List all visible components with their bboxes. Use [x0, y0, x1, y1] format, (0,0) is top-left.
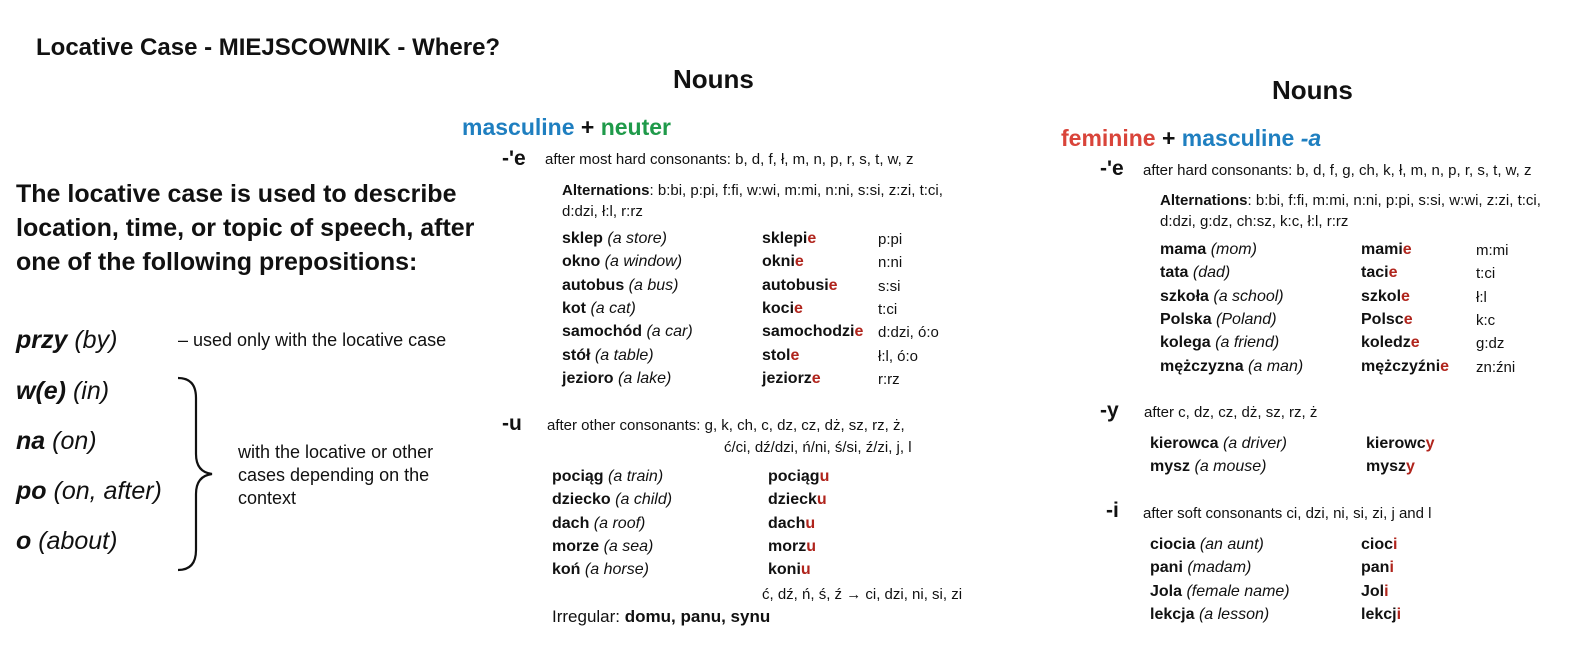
- irregular-line: [552, 607, 770, 627]
- alternation-pair: g:dz: [1476, 335, 1505, 353]
- preposition-przy: [16, 326, 117, 355]
- word-locative-ending: e: [794, 253, 804, 271]
- rule-i-right: after soft consonants ci, dzi, ni, si, zi, j and l: [1143, 505, 1432, 522]
- word-base: [562, 347, 654, 365]
- alternation-pair: p:pi: [878, 231, 903, 248]
- word-gloss: (madam): [1187, 559, 1252, 577]
- word-nominative: lekcja: [1150, 605, 1195, 623]
- word-base: [552, 538, 653, 556]
- word-locative: [1361, 334, 1420, 352]
- word-base: [1160, 311, 1277, 329]
- soft-consonant-note: ć, dź, ń, ś, ź → ci, dzi, ni, si, zi: [762, 586, 963, 603]
- gender-heading-left: [462, 114, 671, 141]
- word-base: [1160, 334, 1279, 352]
- preposition-na: [16, 427, 97, 456]
- word-locative-stem: lekcj: [1361, 605, 1397, 623]
- word-base: [562, 300, 636, 318]
- word-base: [562, 253, 682, 271]
- ending-e-right: -'e: [1100, 157, 1124, 180]
- word-locative-stem: Jol: [1361, 582, 1385, 600]
- word-base: [1160, 288, 1284, 306]
- word-locative-ending: e: [811, 369, 821, 387]
- alternations-text: : b:bi, f:fi, m:mi, n:ni, p:pi, s:si, w:wi, z:zi, t:ci, d:dzi, g:dz, ch:sz, k:c, ł:l, r:rz: [1160, 192, 1541, 230]
- word-locative: [768, 538, 816, 556]
- word-locative: [762, 347, 799, 365]
- word-nominative: tata: [1160, 264, 1189, 282]
- rule-u-left-1: after other consonants: g, k, ch, c, dz, cz, dż, sz, rz, ż,: [547, 417, 905, 434]
- word-gloss: (mom): [1210, 241, 1257, 258]
- alternations-label: Alternations: [562, 182, 650, 199]
- word-gloss: (a car): [646, 323, 693, 341]
- word-locative: [1361, 559, 1394, 577]
- word-base: [562, 277, 678, 295]
- preposition-word: po: [16, 477, 47, 505]
- word-base: [1150, 559, 1251, 577]
- word-gloss: (female name): [1186, 582, 1290, 600]
- word-gloss: (an aunt): [1199, 536, 1264, 553]
- word-locative-stem: taci: [1361, 264, 1389, 282]
- ending-y-right: -y: [1100, 399, 1119, 422]
- word-locative-stem: kierowc: [1366, 435, 1426, 452]
- word-locative-ending: y: [1406, 458, 1415, 476]
- alternation-pair: t:ci: [878, 300, 898, 318]
- word-gloss: (a table): [594, 346, 654, 364]
- word-base: [552, 468, 663, 486]
- word-nominative: autobus: [562, 276, 625, 294]
- word-base: [1160, 264, 1230, 282]
- word-base: [1150, 435, 1287, 453]
- word-locative: [1361, 536, 1397, 554]
- word-locative-ending: e: [1410, 334, 1420, 352]
- word-locative-stem: cioc: [1361, 536, 1394, 553]
- rule-e-left: after most hard consonants: b, d, f, ł, m, n, p, r, s, t, w, z: [545, 151, 914, 168]
- preposition-word: przy: [16, 326, 68, 354]
- word-locative-ending: e: [794, 299, 803, 317]
- word-locative: [762, 300, 803, 318]
- preposition-gloss: (about): [38, 527, 118, 555]
- word-locative-stem: mysz: [1366, 458, 1407, 476]
- word-gloss: (a lake): [618, 369, 672, 387]
- preposition-word: w(e): [16, 377, 66, 405]
- ending-i-right: -i: [1106, 499, 1119, 522]
- rule-u-left-2: ć/ci, dź/dzi, ń/ni, ś/si, ź/zi, j, l: [724, 439, 912, 456]
- preposition-word: o: [16, 527, 32, 555]
- word-gloss: (a sea): [603, 537, 654, 555]
- alternations-right: [1160, 190, 1560, 232]
- alternation-pair: k:c: [1476, 311, 1496, 329]
- word-gloss: (a lesson): [1198, 605, 1270, 623]
- alternation-pair: d:dzi, ó:o: [878, 324, 939, 342]
- word-locative-ending: u: [800, 561, 811, 579]
- word-locative: [762, 230, 816, 248]
- word-locative-ending: e: [1440, 357, 1450, 375]
- word-locative-ending: u: [816, 491, 827, 509]
- word-locative: [762, 370, 821, 388]
- word-locative-stem: szkol: [1361, 287, 1402, 305]
- word-base: [1150, 606, 1269, 624]
- word-locative-stem: mami: [1361, 241, 1403, 258]
- preposition-gloss: (on): [52, 427, 97, 455]
- word-locative-stem: stol: [762, 346, 791, 364]
- alternations-text: : b:bi, p:pi, f:fi, w:wi, m:mi, n:ni, s:si, z:zi, t:ci, d:dzi, ł:l, r:rz: [562, 182, 943, 220]
- word-gloss: (a cat): [590, 299, 636, 317]
- word-locative-stem: dach: [768, 514, 806, 532]
- word-base: [562, 230, 667, 248]
- word-nominative: kolega: [1160, 334, 1211, 352]
- word-locative: [1366, 435, 1435, 453]
- word-gloss: (a store): [607, 230, 667, 247]
- word-locative-ending: e: [790, 346, 800, 364]
- word-locative-ending: e: [854, 323, 864, 341]
- word-locative: [1361, 241, 1412, 259]
- word-locative: [1361, 358, 1449, 376]
- word-locative: [1366, 458, 1415, 476]
- word-locative-stem: mężczyźni: [1361, 357, 1441, 375]
- word-locative-ending: u: [805, 514, 816, 532]
- word-nominative: pociąg: [552, 468, 604, 485]
- word-locative-ending: e: [1388, 264, 1398, 282]
- alternation-pair: r:rz: [878, 370, 900, 388]
- word-base: [562, 323, 693, 341]
- gender-suffix-a: -a: [1300, 125, 1322, 151]
- word-nominative: Polska: [1160, 310, 1212, 328]
- rule-e-right: after hard consonants: b, d, f, g, ch, k, ł, m, n, p, r, s, t, w, z: [1143, 162, 1532, 179]
- word-base: [1150, 458, 1267, 476]
- word-gloss: (a mouse): [1194, 458, 1267, 476]
- alternation-pair: n:ni: [878, 254, 903, 272]
- word-locative: [768, 468, 829, 486]
- word-locative: [768, 515, 815, 533]
- word-gloss: (a train): [608, 468, 664, 485]
- word-base: [1150, 536, 1264, 554]
- word-gloss: (a school): [1213, 287, 1284, 305]
- gender-feminine: feminine: [1061, 125, 1156, 151]
- word-gloss: (a child): [615, 491, 673, 509]
- word-nominative: kot: [562, 299, 586, 317]
- word-locative-stem: koledz: [1361, 334, 1411, 352]
- word-nominative: dach: [552, 514, 590, 532]
- word-gloss: (dad): [1192, 264, 1231, 282]
- word-locative-stem: okni: [762, 253, 795, 271]
- alternation-pair: t:ci: [1476, 265, 1496, 283]
- word-nominative: sklep: [562, 230, 603, 247]
- word-nominative: stół: [562, 346, 591, 364]
- brace-icon: [172, 376, 218, 572]
- word-nominative: okno: [562, 253, 601, 271]
- word-gloss: (a friend): [1215, 334, 1280, 352]
- word-base: [562, 370, 671, 388]
- nouns-heading-left: Nouns: [673, 64, 754, 94]
- gender-masculine-a: masculine: [1181, 125, 1295, 151]
- word-nominative: pani: [1150, 559, 1183, 577]
- word-locative-stem: sklepi: [762, 230, 808, 247]
- word-nominative: mysz: [1150, 458, 1191, 476]
- word-nominative: kierowca: [1150, 435, 1219, 452]
- preposition-gloss: (in): [72, 377, 110, 405]
- word-locative: [1361, 288, 1410, 306]
- word-locative-stem: koci: [762, 299, 795, 317]
- alternation-pair: m:mi: [1476, 242, 1509, 259]
- alternation-pair: ł:l: [1476, 288, 1487, 306]
- preposition-word: na: [16, 427, 46, 455]
- word-locative-ending: i: [1389, 559, 1394, 577]
- word-locative-ending: e: [807, 230, 817, 247]
- gender-plus: +: [580, 114, 595, 140]
- intro-text: The locative case is used to describe location, time, or topic of speech, after one of the following prepositions:: [16, 180, 475, 276]
- ending-u-left: -u: [502, 412, 522, 435]
- word-locative: [768, 561, 811, 579]
- nouns-heading-right: Nouns: [1272, 75, 1353, 105]
- preposition-po: [16, 477, 162, 506]
- word-locative: [762, 323, 863, 341]
- word-base: [552, 561, 649, 579]
- word-locative-ending: u: [806, 537, 817, 555]
- ending-e-left: -'e: [502, 147, 526, 170]
- note-locative-only: – used only with the locative case: [178, 330, 447, 350]
- word-base: [1160, 358, 1303, 376]
- alternation-pair: s:si: [878, 277, 901, 295]
- word-locative: [1361, 311, 1413, 329]
- word-base: [552, 515, 645, 533]
- gender-plus: +: [1161, 125, 1176, 151]
- word-locative-ending: i: [1396, 605, 1402, 623]
- gender-heading-right: [1061, 125, 1321, 152]
- word-locative: [1361, 264, 1397, 282]
- word-locative-ending: i: [1393, 536, 1398, 553]
- word-gloss: (a bus): [628, 276, 679, 294]
- word-locative-stem: jeziorz: [762, 369, 812, 387]
- alternation-pair: zn:źni: [1476, 358, 1516, 376]
- word-nominative: morze: [552, 537, 600, 555]
- word-gloss: (Poland): [1216, 310, 1277, 328]
- word-locative-ending: u: [819, 468, 830, 485]
- word-locative: [1361, 606, 1401, 624]
- word-nominative: mężczyzna: [1160, 357, 1244, 375]
- word-gloss: (a roof): [593, 514, 646, 532]
- word-locative: [762, 277, 838, 295]
- word-gloss: (a horse): [584, 561, 649, 579]
- irregular-label: Irregular:: [552, 607, 621, 626]
- word-locative-ending: e: [828, 276, 838, 294]
- word-base: [552, 491, 672, 509]
- word-nominative: mama: [1160, 241, 1207, 258]
- word-locative: [762, 253, 804, 271]
- word-nominative: samochód: [562, 323, 643, 341]
- page-title: Locative Case - MIEJSCOWNIK - Where?: [36, 34, 501, 61]
- note-other-cases: with the locative or other cases depending on the context: [238, 442, 434, 508]
- rule-y-right: after c, dz, cz, dż, sz, rz, ż: [1144, 404, 1318, 421]
- word-locative-stem: koni: [768, 561, 801, 579]
- alternations-label: Alternations: [1160, 192, 1248, 209]
- word-locative-ending: e: [1403, 310, 1413, 328]
- word-gloss: (a window): [604, 253, 683, 271]
- word-base: [1160, 241, 1257, 259]
- word-nominative: dziecko: [552, 491, 611, 509]
- preposition-gloss: (by): [74, 326, 118, 354]
- word-locative-ending: y: [1425, 435, 1435, 452]
- word-locative-stem: pociąg: [768, 468, 820, 485]
- alternation-pair: ł:l, ó:o: [878, 347, 919, 365]
- gender-neuter: neuter: [600, 114, 672, 140]
- word-locative-stem: Polsc: [1361, 310, 1404, 328]
- word-locative-stem: dzieck: [768, 491, 817, 509]
- word-locative-ending: i: [1384, 582, 1389, 600]
- word-locative: [1361, 583, 1389, 601]
- preposition-o: [16, 527, 117, 556]
- word-locative-stem: morz: [768, 537, 807, 555]
- word-locative-ending: e: [1402, 241, 1412, 258]
- word-base: [1150, 583, 1290, 601]
- preposition-gloss: (on, after): [53, 477, 162, 505]
- word-locative-stem: autobusi: [762, 276, 829, 294]
- word-locative-stem: pan: [1361, 559, 1390, 577]
- irregular-words: domu, panu, synu: [624, 607, 771, 626]
- word-locative-ending: e: [1401, 287, 1410, 305]
- word-nominative: Jola: [1150, 582, 1183, 600]
- word-locative: [768, 491, 827, 509]
- word-nominative: szkoła: [1160, 287, 1209, 305]
- word-nominative: ciocia: [1150, 536, 1196, 553]
- word-gloss: (a driver): [1222, 435, 1287, 452]
- preposition-w: [16, 377, 109, 406]
- word-gloss: (a man): [1248, 357, 1304, 375]
- word-nominative: jezioro: [562, 369, 614, 387]
- gender-masculine: masculine: [462, 114, 575, 140]
- alternations-left: [562, 180, 952, 222]
- word-nominative: koń: [552, 561, 581, 579]
- word-locative-stem: samochodzi: [762, 323, 855, 341]
